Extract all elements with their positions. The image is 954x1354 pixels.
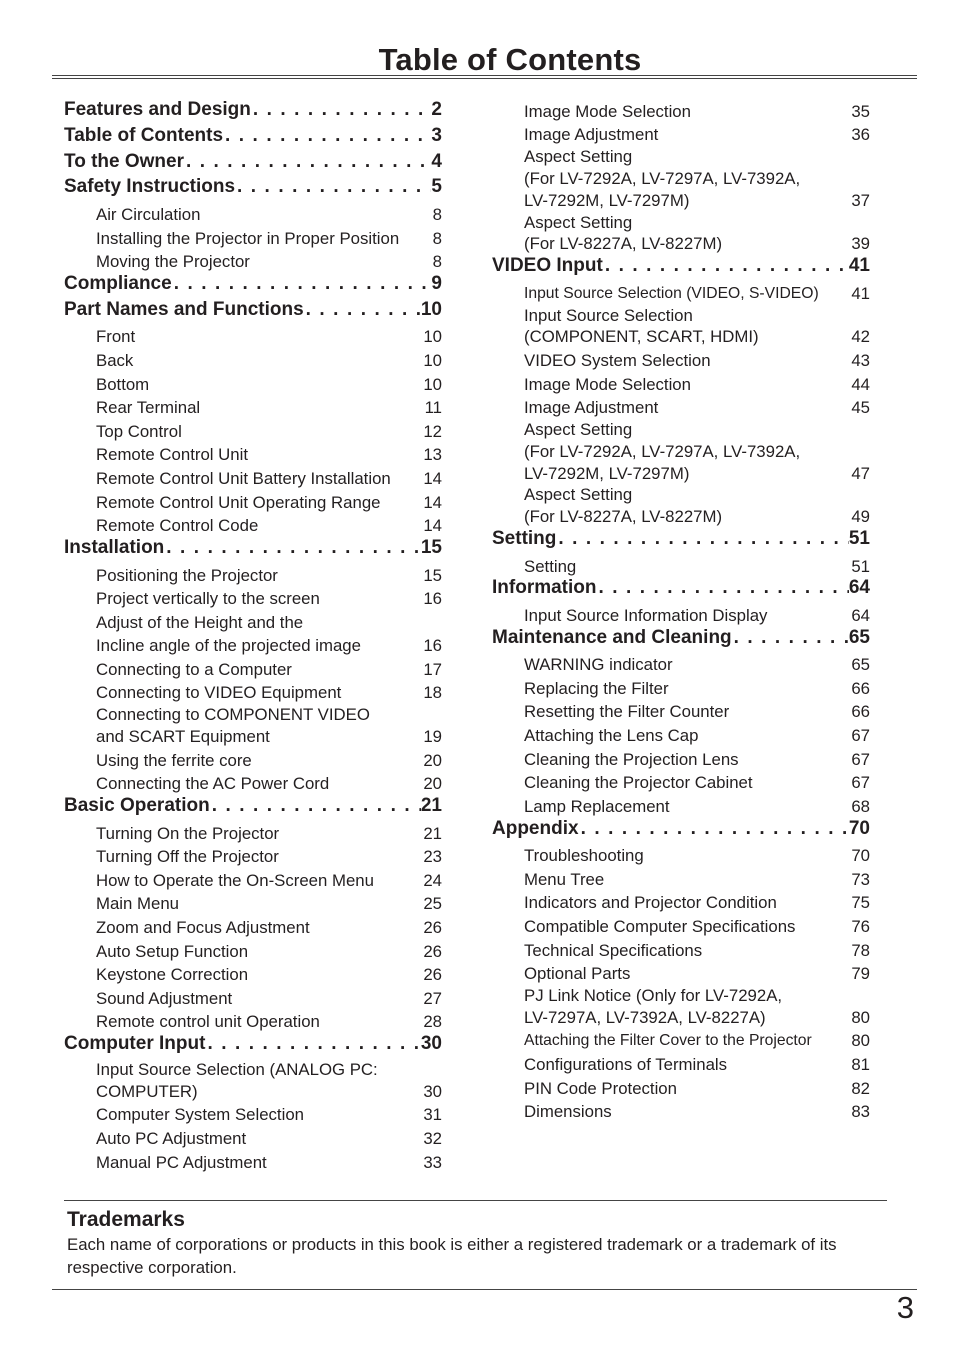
toc-item-title: PIN Code Protection bbox=[524, 1078, 677, 1098]
toc-item-title: Replacing the Filter bbox=[524, 678, 669, 698]
toc-item-title: Setting bbox=[524, 556, 577, 576]
toc-section-page: 15 bbox=[420, 536, 442, 558]
toc-item-title: Connecting to VIDEO Equipment bbox=[96, 683, 342, 703]
toc-item[interactable] bbox=[492, 723, 870, 747]
toc-section-page: 3 bbox=[431, 124, 442, 146]
toc-section[interactable] bbox=[64, 299, 442, 325]
toc-item-page: 30 bbox=[423, 1081, 442, 1101]
toc-item[interactable] bbox=[492, 1052, 870, 1076]
toc-section-page: 51 bbox=[848, 527, 870, 549]
toc-item-title: Aspect Setting (For LV-8227A, LV-8227M) bbox=[524, 212, 723, 254]
toc-item[interactable] bbox=[64, 325, 442, 349]
toc-item-page: 14 bbox=[423, 492, 442, 512]
toc-section-page: 5 bbox=[431, 176, 442, 198]
toc-item[interactable] bbox=[64, 513, 442, 537]
toc-item-title: Configurations of Terminals bbox=[524, 1055, 728, 1074]
toc-item[interactable] bbox=[64, 443, 442, 467]
toc-item-title: Optional Parts bbox=[524, 964, 631, 984]
dot-leader bbox=[184, 151, 431, 173]
title-rule-bottom bbox=[52, 78, 917, 79]
toc-item[interactable] bbox=[492, 700, 870, 724]
toc-item-page: 23 bbox=[423, 847, 442, 867]
dot-leader bbox=[235, 176, 431, 198]
dot-leader bbox=[164, 537, 421, 559]
toc-item-title: Remote Control Code bbox=[96, 516, 259, 536]
toc-item[interactable] bbox=[64, 915, 442, 939]
toc-section[interactable] bbox=[492, 818, 870, 844]
toc-item[interactable] bbox=[64, 633, 442, 657]
toc-item-page: 80 bbox=[851, 1031, 870, 1051]
toc-section-page: 9 bbox=[431, 272, 442, 294]
toc-item[interactable] bbox=[64, 1103, 442, 1127]
dot-leader bbox=[603, 255, 849, 277]
page-title: Table of Contents bbox=[378, 42, 642, 77]
toc-item-page: 80 bbox=[851, 1007, 870, 1027]
bottom-rule bbox=[52, 1289, 917, 1290]
toc-section-title: To the Owner bbox=[64, 150, 184, 172]
toc-item-page: 21 bbox=[423, 823, 442, 843]
toc-item-page: 19 bbox=[423, 727, 442, 747]
toc-column-left bbox=[64, 99, 442, 1173]
toc-section-page: 64 bbox=[848, 577, 870, 599]
toc-item-title: How to Operate the On-Screen Menu bbox=[96, 870, 374, 890]
toc-item-page: 47 bbox=[851, 463, 870, 483]
trademarks-divider bbox=[64, 1200, 887, 1201]
toc-item[interactable] bbox=[492, 961, 870, 985]
toc-item-title: Installing the Projector in Proper Position bbox=[96, 228, 400, 248]
toc-section-page: 10 bbox=[420, 298, 442, 320]
toc-item[interactable] bbox=[64, 844, 442, 868]
toc-item-page: 49 bbox=[851, 507, 870, 527]
toc-item[interactable] bbox=[492, 891, 870, 915]
toc-item[interactable] bbox=[64, 202, 442, 226]
toc-section[interactable] bbox=[64, 176, 442, 202]
dot-leader bbox=[597, 577, 849, 599]
toc-item-page: 68 bbox=[851, 796, 870, 816]
toc-section-page: 70 bbox=[848, 817, 870, 839]
toc-item-title: Main Menu bbox=[96, 894, 180, 914]
toc-item-title: WARNING indicator bbox=[524, 655, 673, 675]
toc-item-title: Connecting to COMPONENT VIDEO and SCART Equipment bbox=[96, 705, 370, 747]
toc-item[interactable] bbox=[492, 554, 870, 578]
toc-item-page: 27 bbox=[423, 988, 442, 1008]
toc-item-title: Bottom bbox=[96, 374, 150, 394]
toc-item[interactable] bbox=[492, 603, 870, 627]
toc-item-page: 31 bbox=[423, 1105, 442, 1125]
toc-item-page: 37 bbox=[851, 190, 870, 210]
toc-item-page: 82 bbox=[851, 1078, 870, 1098]
toc-item-page: 43 bbox=[851, 350, 870, 370]
toc-item-title: Using the ferrite core bbox=[96, 750, 252, 770]
toc-item-title: Image Mode Selection bbox=[524, 101, 691, 121]
toc-item[interactable] bbox=[64, 821, 442, 845]
toc-item-page: 78 bbox=[851, 940, 870, 960]
toc-section-page: 4 bbox=[431, 150, 442, 172]
trademarks-text: Each name of corporations or products in this book is either a registered trademark or a trademark of its respective corporation. bbox=[67, 1235, 837, 1277]
page-number: 3 bbox=[896, 1290, 914, 1325]
toc-item-title: Cleaning the Projector Cabinet bbox=[524, 773, 753, 793]
toc-item-title: Image Adjustment bbox=[524, 125, 659, 145]
toc-section[interactable] bbox=[64, 99, 442, 125]
toc-item-page: 25 bbox=[423, 894, 442, 914]
toc-item[interactable] bbox=[64, 704, 442, 748]
toc-item-title: Incline angle of the projected image bbox=[96, 636, 361, 656]
toc-item-title: Indicators and Projector Condition bbox=[524, 893, 777, 913]
toc-item-page: 67 bbox=[851, 726, 870, 746]
toc-item-title: Aspect Setting (For LV-8227A, LV-8227M) bbox=[524, 485, 723, 527]
title-rule-top bbox=[52, 75, 917, 76]
toc-item-title: Front bbox=[96, 327, 136, 347]
toc-section-title: Information bbox=[492, 577, 597, 599]
toc-item-title: Input Source Selection (COMPONENT, SCART, HDMI) bbox=[524, 305, 759, 347]
toc-item[interactable] bbox=[492, 372, 870, 396]
toc-item-page: 65 bbox=[851, 655, 870, 675]
toc-item[interactable] bbox=[64, 563, 442, 587]
toc-section-title: VIDEO Input bbox=[492, 255, 603, 277]
toc-item[interactable] bbox=[492, 1029, 870, 1053]
toc-item-title: Compatible Computer Specifications bbox=[524, 917, 796, 937]
dot-leader bbox=[205, 1033, 420, 1055]
toc-item[interactable] bbox=[492, 1099, 870, 1123]
dot-leader bbox=[304, 299, 421, 321]
toc-item[interactable] bbox=[492, 747, 870, 771]
toc-item-title: Resetting the Filter Counter bbox=[524, 702, 730, 722]
toc-item[interactable] bbox=[492, 395, 870, 419]
toc-item[interactable] bbox=[64, 681, 442, 705]
toc-item-page: 13 bbox=[423, 445, 442, 465]
toc-item[interactable] bbox=[64, 249, 442, 273]
toc-item-page: 42 bbox=[851, 327, 870, 347]
toc-section-title: Installation bbox=[64, 536, 165, 558]
toc-item-title: Remote Control Unit Operating Range bbox=[96, 492, 381, 512]
toc-item-page: 79 bbox=[851, 964, 870, 984]
toc-item[interactable] bbox=[492, 676, 870, 700]
toc-item-title: Lamp Replacement bbox=[524, 796, 670, 816]
toc-item[interactable] bbox=[492, 484, 870, 528]
dot-leader bbox=[210, 795, 421, 817]
toc-item-title: Air Circulation bbox=[96, 204, 201, 224]
toc-item-page: 26 bbox=[423, 965, 442, 985]
toc-item-title: Rear Terminal bbox=[96, 398, 201, 418]
toc-item[interactable] bbox=[64, 939, 442, 963]
toc-item-title: Image Mode Selection bbox=[524, 374, 691, 394]
toc-item-page: 26 bbox=[423, 918, 442, 938]
toc-item[interactable] bbox=[492, 146, 870, 211]
toc-section[interactable] bbox=[64, 537, 442, 563]
toc-item[interactable] bbox=[64, 395, 442, 419]
toc-item[interactable] bbox=[492, 914, 870, 938]
toc-item-page: 73 bbox=[851, 869, 870, 889]
toc-item[interactable] bbox=[64, 1150, 442, 1174]
toc-column-right bbox=[492, 99, 870, 1123]
toc-item-title: Image Adjustment bbox=[524, 398, 659, 418]
toc-section[interactable] bbox=[64, 795, 442, 821]
toc-item-page: 12 bbox=[423, 421, 442, 441]
toc-item[interactable] bbox=[64, 868, 442, 892]
toc-item-title: Adjust of the Height and the bbox=[96, 612, 304, 632]
toc-item-title: Aspect Setting (For LV-7292A, LV-7297A, LV-7392A, LV-7292M, LV-7297M) bbox=[524, 419, 801, 483]
toc-item[interactable] bbox=[492, 281, 870, 305]
toc-item-page: 44 bbox=[851, 374, 870, 394]
toc-section-title: Setting bbox=[492, 527, 557, 549]
toc-item-title: Manual PC Adjustment bbox=[96, 1152, 267, 1172]
dot-leader bbox=[223, 125, 431, 147]
toc-item[interactable] bbox=[64, 466, 442, 490]
toc-item-title: Remote control unit Operation bbox=[96, 1012, 320, 1032]
toc-item-title: Connecting the AC Power Cord bbox=[96, 774, 330, 794]
toc-item-title: Computer System Selection bbox=[96, 1105, 304, 1125]
toc-item[interactable] bbox=[64, 419, 442, 443]
toc-item-title: Project vertically to the screen bbox=[96, 589, 320, 609]
toc-item[interactable] bbox=[492, 305, 870, 349]
toc-item-page: 17 bbox=[423, 659, 442, 679]
toc-item-page: 10 bbox=[423, 374, 442, 394]
dot-leader bbox=[251, 99, 432, 121]
toc-item-page: 14 bbox=[423, 468, 442, 488]
toc-item[interactable] bbox=[492, 938, 870, 962]
toc-section-title: Table of Contents bbox=[64, 124, 224, 146]
toc-item[interactable] bbox=[492, 212, 870, 256]
toc-item-title: Zoom and Focus Adjustment bbox=[96, 918, 310, 938]
toc-item-page: 35 bbox=[851, 101, 870, 121]
toc-item-page: 10 bbox=[423, 327, 442, 347]
toc-item-title: Auto PC Adjustment bbox=[96, 1128, 247, 1148]
toc-item-page: 24 bbox=[423, 870, 442, 890]
toc-item[interactable] bbox=[64, 771, 442, 795]
toc-section-page: 2 bbox=[431, 99, 442, 120]
toc-item[interactable] bbox=[64, 748, 442, 772]
toc-item[interactable] bbox=[492, 794, 870, 818]
trademarks-heading: Trademarks bbox=[67, 1208, 185, 1231]
toc-item[interactable] bbox=[492, 123, 870, 147]
toc-item[interactable] bbox=[64, 1126, 442, 1150]
toc-item-page: 83 bbox=[851, 1102, 870, 1122]
toc-item[interactable] bbox=[64, 1010, 442, 1034]
toc-item-title: Technical Specifications bbox=[524, 940, 703, 960]
toc-item-page: 26 bbox=[423, 941, 442, 961]
toc-item[interactable] bbox=[64, 1059, 442, 1103]
toc-item[interactable] bbox=[64, 610, 442, 634]
toc-item-title: Turning On the Projector bbox=[96, 823, 280, 843]
toc-section[interactable] bbox=[492, 577, 870, 603]
toc-section-title: Appendix bbox=[492, 817, 579, 839]
toc-section[interactable] bbox=[64, 1033, 442, 1059]
toc-item[interactable] bbox=[64, 348, 442, 372]
toc-section-title: Compliance bbox=[64, 272, 172, 294]
toc-item-title: Auto Setup Function bbox=[96, 941, 249, 961]
toc-section-title: Safety Instructions bbox=[64, 176, 236, 198]
toc-item-title: Dimensions bbox=[524, 1102, 612, 1122]
toc-item-page: 45 bbox=[851, 398, 870, 418]
toc-item-page: 66 bbox=[851, 678, 870, 698]
toc-item-title: Input Source Selection (VIDEO, S-VIDEO) bbox=[524, 284, 819, 302]
dot-leader bbox=[556, 528, 848, 550]
toc-item-title: Top Control bbox=[96, 421, 182, 441]
toc-item-page: 36 bbox=[851, 125, 870, 145]
toc-item-title: Connecting to a Computer bbox=[96, 659, 292, 679]
toc-item-title: VIDEO System Selection bbox=[524, 350, 711, 370]
dot-leader bbox=[579, 818, 849, 840]
toc-section[interactable] bbox=[64, 151, 442, 177]
toc-item-title: Troubleshooting bbox=[524, 846, 644, 866]
toc-item-page: 8 bbox=[432, 252, 442, 272]
toc-item-title: Attaching the Lens Cap bbox=[524, 726, 699, 746]
toc-item[interactable] bbox=[492, 348, 870, 372]
toc-item-page: 33 bbox=[423, 1152, 442, 1172]
toc-section[interactable] bbox=[492, 528, 870, 554]
toc-item[interactable] bbox=[64, 892, 442, 916]
toc-section-title: Basic Operation bbox=[64, 795, 210, 817]
toc-item[interactable] bbox=[64, 226, 442, 250]
toc-section-page: 21 bbox=[420, 795, 442, 817]
toc-item[interactable] bbox=[492, 985, 870, 1029]
toc-section-page: 65 bbox=[848, 626, 870, 648]
toc-section-title: Maintenance and Cleaning bbox=[492, 626, 732, 648]
toc-item-page: 16 bbox=[423, 636, 442, 656]
toc-section-page: 30 bbox=[420, 1033, 442, 1055]
toc-section-title: Features and Design bbox=[64, 99, 251, 120]
toc-item-page: 70 bbox=[851, 846, 870, 866]
toc-item-page: 11 bbox=[424, 398, 442, 418]
toc-item-title: Remote Control Unit bbox=[96, 445, 249, 465]
toc-item-page: 14 bbox=[423, 516, 442, 536]
toc-item[interactable] bbox=[492, 419, 870, 484]
toc-item-page: 81 bbox=[851, 1055, 870, 1074]
toc-item-page: 18 bbox=[423, 683, 442, 703]
toc-item-page: 51 bbox=[851, 556, 870, 576]
toc-item-title: Attaching the Filter Cover to the Projector bbox=[524, 1032, 812, 1050]
toc-item-title: Aspect Setting (For LV-7292A, LV-7297A, LV-7392A, LV-7292M, LV-7297M) bbox=[524, 147, 801, 210]
toc-item-title: Input Source Information Display bbox=[524, 605, 768, 625]
toc-item-page: 20 bbox=[423, 774, 442, 794]
toc-item-page: 75 bbox=[851, 893, 870, 913]
toc-section[interactable] bbox=[64, 125, 442, 151]
toc-item-page: 32 bbox=[423, 1128, 442, 1148]
toc-item[interactable] bbox=[64, 986, 442, 1010]
toc-item[interactable] bbox=[492, 867, 870, 891]
toc-item-page: 8 bbox=[432, 204, 442, 224]
toc-item-page: 41 bbox=[851, 283, 870, 303]
toc-item-title: Input Source Selection (ANALOG PC: COMPUTER) bbox=[96, 1059, 378, 1101]
toc-item-page: 10 bbox=[423, 350, 442, 370]
toc-item[interactable] bbox=[64, 490, 442, 514]
toc-item-page: 39 bbox=[851, 234, 870, 254]
toc-section[interactable] bbox=[492, 255, 870, 281]
toc-item-title: Menu Tree bbox=[524, 869, 605, 889]
toc-item-title: PJ Link Notice (Only for LV-7292A, LV-7297A, LV-7392A, LV-8227A) bbox=[524, 986, 783, 1027]
toc-item[interactable] bbox=[64, 962, 442, 986]
toc-item-page: 28 bbox=[423, 1012, 442, 1032]
toc-section[interactable] bbox=[64, 273, 442, 299]
toc-item-page: 76 bbox=[851, 917, 870, 937]
toc-item-title: Cleaning the Projection Lens bbox=[524, 749, 739, 769]
toc-item[interactable] bbox=[64, 372, 442, 396]
toc-item-title: Turning Off the Projector bbox=[96, 847, 279, 867]
toc-section-page: 41 bbox=[848, 255, 870, 277]
toc-item[interactable] bbox=[64, 586, 442, 610]
toc-item-page: 64 bbox=[851, 605, 870, 625]
toc-item-page: 67 bbox=[851, 773, 870, 793]
toc-item-title: Moving the Projector bbox=[96, 252, 250, 272]
toc-item[interactable] bbox=[64, 657, 442, 681]
toc-item[interactable] bbox=[492, 99, 870, 123]
toc-item-title: Back bbox=[96, 350, 134, 370]
toc-item-title: Remote Control Unit Battery Installation bbox=[96, 468, 391, 488]
toc-item[interactable] bbox=[492, 653, 870, 677]
toc-item-title: Positioning the Projector bbox=[96, 565, 278, 585]
toc-item-page: 15 bbox=[423, 565, 442, 585]
toc-item-page: 66 bbox=[851, 702, 870, 722]
dot-leader bbox=[172, 273, 432, 295]
toc-section[interactable] bbox=[492, 627, 870, 653]
toc-section-title: Computer Input bbox=[64, 1033, 206, 1055]
toc-item-page: 20 bbox=[423, 750, 442, 770]
toc-item-title: Keystone Correction bbox=[96, 965, 249, 985]
toc-item[interactable] bbox=[492, 770, 870, 794]
toc-item[interactable] bbox=[492, 843, 870, 867]
dot-leader bbox=[732, 627, 849, 649]
toc-item-page: 67 bbox=[851, 749, 870, 769]
toc-item-page: 8 bbox=[432, 228, 442, 248]
toc-item[interactable] bbox=[492, 1076, 870, 1100]
toc-item-page: 16 bbox=[423, 589, 442, 609]
toc-item-title: Sound Adjustment bbox=[96, 988, 233, 1008]
toc-section-title: Part Names and Functions bbox=[64, 298, 304, 320]
